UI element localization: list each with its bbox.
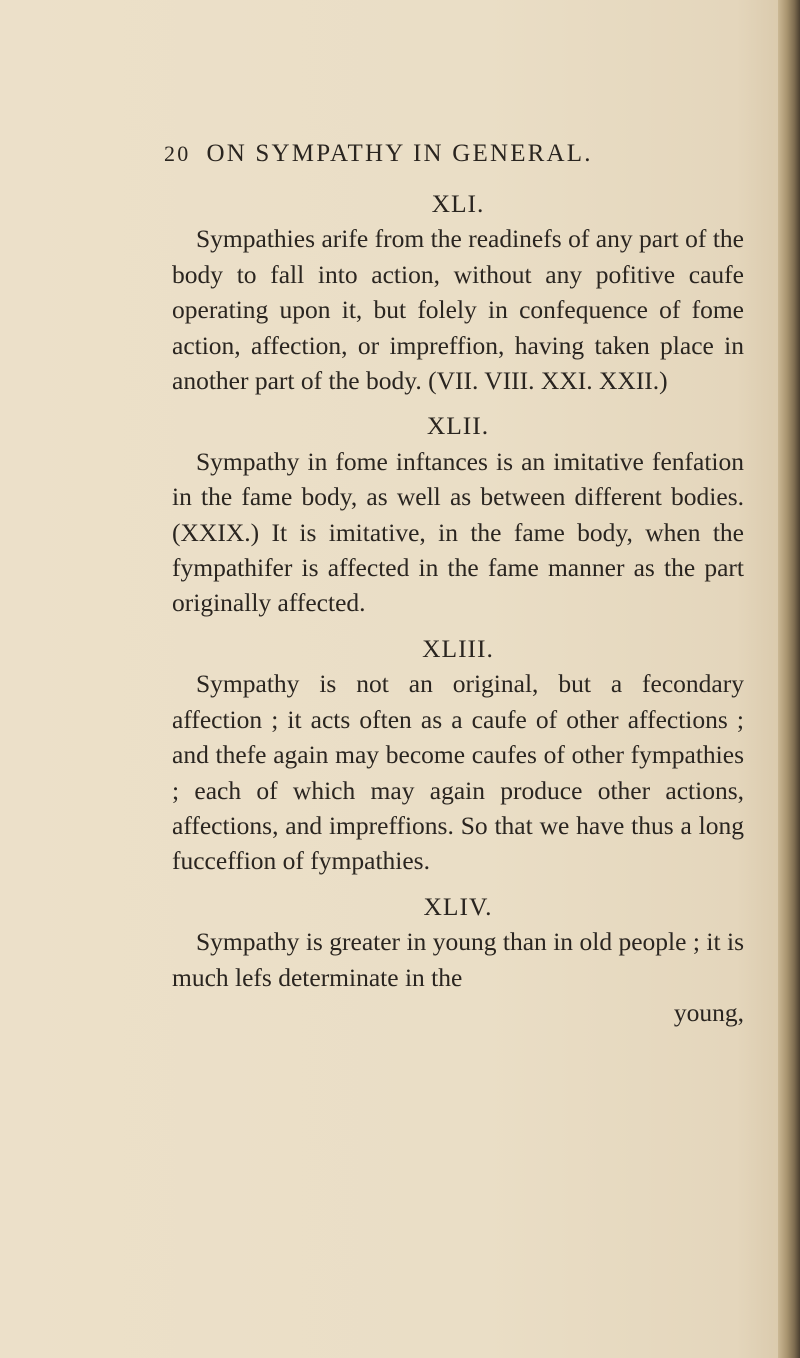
section-paragraph: Sympathy is not an original, but a fecondary affection ; it acts often as a caufe of other affections ; and thefe again may become caufes of other fympathies ; each of which may again produce other actions, affections, and impreffions. So that we have thus a long fucceffion of fympathies.: [172, 669, 744, 876]
section-paragraph: Sympathy is greater in young than in old people ; it is much lefs determinate in the: [172, 927, 744, 992]
page-number: 20: [164, 141, 191, 166]
section-numeral: XLIV.: [423, 891, 493, 921]
section-numeral: XLI.: [431, 189, 485, 218]
catchword: young,: [673, 997, 744, 1027]
section-numeral: XLII.: [426, 411, 490, 441]
page-body: [172, 186, 744, 1030]
running-title: ON SYMPATHY IN GENERAL.: [206, 140, 593, 167]
section-numeral: XLIII.: [422, 633, 494, 663]
page-header: [164, 140, 684, 176]
section-paragraph: Sympathies arife from the readinefs of any part of the body to fall into action, without any pofitive caufe operating upon it, but folely in confequence of fome action, affection, or impreffion, having taken place in another part of the body. (VII. VIII. XXI. XXII.): [172, 224, 744, 396]
book-gutter-edge: [778, 0, 800, 1358]
section-paragraph: Sympathy in fome inftances is an imitative fenfation in the fame body, as well as between different bodies. (XXIX.) It is imitative, in the fame body, when the fympathifer is affected in the fame manner as the part originally affected.: [172, 446, 744, 618]
